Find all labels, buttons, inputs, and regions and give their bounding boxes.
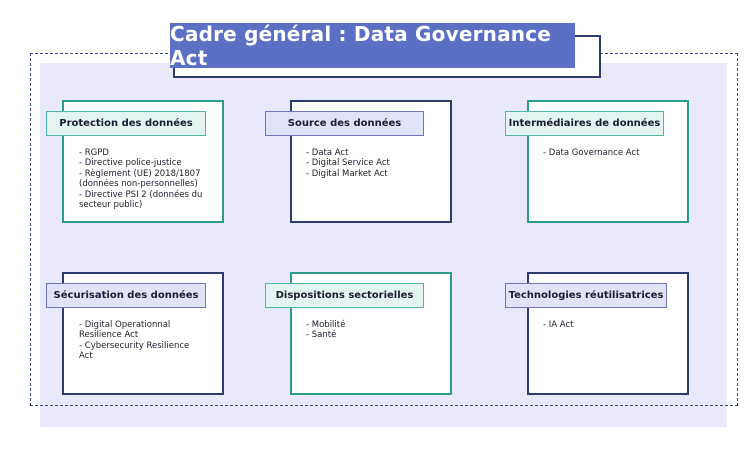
card-items: [79, 148, 209, 210]
list-item: - Digital Operationnal Resilience Act: [79, 320, 171, 341]
card-label: Protection des données: [46, 111, 206, 136]
card-items: [543, 320, 673, 330]
list-item: - Règlement (UE) 2018/1807 (données non-personnelles): [79, 168, 201, 190]
list-item: - Mobilité: [306, 320, 346, 330]
list-item: - Digital Service Act: [306, 158, 390, 169]
list-item: - Santé: [306, 330, 337, 341]
card-label: Technologies réutilisatrices: [505, 283, 667, 308]
card-label: Sécurisation des données: [46, 283, 206, 308]
list-item: - Data Act: [306, 148, 349, 158]
list-item: - Directive PSI 2 (données du secteur public): [79, 189, 203, 211]
list-item: - Directive police-justice: [79, 158, 182, 169]
card-label: Dispositions sectorielles: [265, 283, 424, 308]
list-item: - IA Act: [543, 320, 574, 330]
card-items: [306, 320, 436, 341]
list-item: - RGPD: [79, 148, 109, 158]
list-item: - Cybersecurity Resilience Act: [79, 340, 190, 362]
list-item: - Digital Market Act: [306, 168, 388, 179]
card-label: Intermédiaires de données: [505, 111, 664, 136]
card-items: [79, 320, 203, 362]
card-label: Source des données: [265, 111, 424, 136]
diagram-title: Cadre général : Data Governance Act: [170, 23, 575, 68]
card-items: [543, 148, 673, 158]
card-items: [306, 148, 436, 179]
list-item: - Data Governance Act: [543, 148, 640, 158]
